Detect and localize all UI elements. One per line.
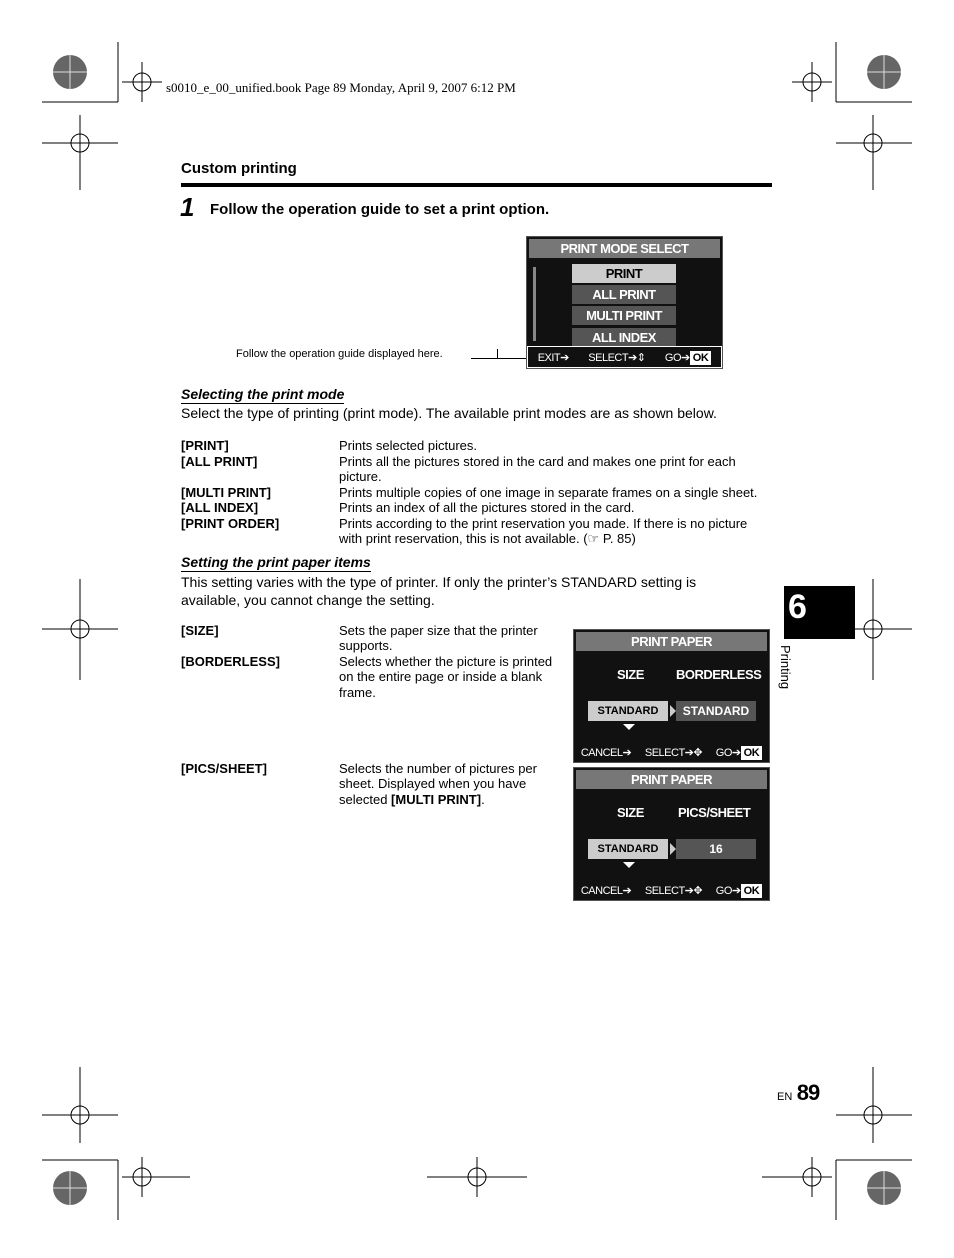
ok-button-icon: OK xyxy=(741,746,763,760)
borderless-label: BORDERLESS xyxy=(676,667,762,682)
term-size: [SIZE] xyxy=(181,623,219,638)
operation-guide xyxy=(574,880,769,900)
term-multi-print: [MULTI PRINT] xyxy=(181,485,272,500)
screen-title: PRINT PAPER xyxy=(576,632,767,651)
desc-size-2: supports. xyxy=(339,638,393,653)
cancel-label: CANCEL xyxy=(580,746,623,759)
dpad-icon: ✥ xyxy=(693,884,703,897)
desc-pics-sheet-2: sheet. Displayed when you have xyxy=(339,776,527,791)
desc-multi-print: Prints multiple copies of one image in separate frames on a single sheet. xyxy=(339,485,758,500)
paper-intro-2: available, you cannot change the setting. xyxy=(181,592,435,608)
operation-guide xyxy=(574,742,769,762)
term-print: [PRINT] xyxy=(181,438,229,453)
term-all-index: [ALL INDEX] xyxy=(181,500,259,515)
arrow-right-icon: ➔ xyxy=(628,351,637,364)
page-lang: EN xyxy=(777,1091,793,1103)
select-label: SELECT xyxy=(644,884,685,897)
chapter-number: 6 xyxy=(788,588,807,626)
size-label: SIZE xyxy=(617,667,644,682)
caption-leader-line xyxy=(471,358,526,359)
mode-option-all-print: ALL PRINT xyxy=(572,285,676,304)
triangle-down-icon xyxy=(623,724,635,730)
arrow-right-icon: ➔ xyxy=(622,884,632,897)
desc-print-order: Prints according to the print reservation you made. If there is no picture xyxy=(339,516,748,531)
term-pics-sheet: [PICS/SHEET] xyxy=(181,761,267,776)
desc-borderless-1: Selects whether the picture is printed xyxy=(339,654,553,669)
desc-all-print-2: picture. xyxy=(339,469,382,484)
scroll-bar xyxy=(533,267,536,341)
screen-title: PRINT MODE SELECT xyxy=(529,239,720,258)
chapter-tab xyxy=(784,586,855,639)
pics-sheet-label: PICS/SHEET xyxy=(678,805,751,820)
print-mode-heading: Selecting the print mode xyxy=(181,386,345,402)
mode-option-print: PRINT xyxy=(572,264,676,283)
size-value: STANDARD xyxy=(588,839,668,859)
desc-print: Prints selected pictures. xyxy=(339,438,478,453)
desc-print-order-2: with print reservation, this is not available. (☞ P. 85) xyxy=(339,531,636,546)
caption-leader-tick xyxy=(497,349,498,359)
step-text: Follow the operation guide to set a print option. xyxy=(210,201,550,218)
section-title: Custom printing xyxy=(181,160,297,177)
go-label: GO xyxy=(715,746,732,759)
desc-borderless-3: frame. xyxy=(339,685,376,700)
go-label: GO xyxy=(715,884,732,897)
page-number xyxy=(777,1080,819,1106)
term-borderless: [BORDERLESS] xyxy=(181,654,280,669)
triangle-down-icon xyxy=(623,862,635,868)
print-paper-borderless-screen xyxy=(573,629,770,763)
arrow-right-icon: ➔ xyxy=(684,746,694,759)
arrow-right-icon: ➔ xyxy=(560,351,569,364)
ok-button-icon: OK xyxy=(690,351,712,365)
paper-heading: Setting the print paper items xyxy=(181,554,371,570)
desc-pics-sheet-3 xyxy=(339,792,485,808)
print-mode-intro: Select the type of printing (print mode). The available print modes are as shown below. xyxy=(181,405,717,421)
desc-size-1: Sets the paper size that the printer xyxy=(339,623,538,638)
arrow-right-icon: ➔ xyxy=(681,351,690,364)
desc-pics-sheet-1: Selects the number of pictures per xyxy=(339,761,537,776)
arrow-right-icon: ➔ xyxy=(731,884,741,897)
desc-pics-sheet-text: selected xyxy=(339,792,392,807)
screen-caption: Follow the operation guide displayed here. xyxy=(236,348,443,360)
arrow-right-icon: ➔ xyxy=(684,884,694,897)
exit-label: EXIT xyxy=(537,351,561,364)
arrow-right-icon: ➔ xyxy=(731,746,741,759)
desc-borderless-2: on the entire page or inside a blank xyxy=(339,669,543,684)
section-rule xyxy=(181,183,772,187)
desc-all-index: Prints an index of all the pictures stored in the card. xyxy=(339,500,635,515)
operation-guide xyxy=(527,346,722,368)
desc-pics-sheet-bold: [MULTI PRINT] xyxy=(391,792,482,807)
select-label: SELECT xyxy=(588,351,629,364)
pics-sheet-value: 16 xyxy=(676,839,756,859)
size-value: STANDARD xyxy=(588,701,668,721)
page-number-value: 89 xyxy=(796,1080,820,1105)
mode-option-all-index: ALL INDEX xyxy=(572,328,676,347)
print-mode-select-screen xyxy=(526,236,723,369)
size-label: SIZE xyxy=(617,805,644,820)
term-all-print: [ALL PRINT] xyxy=(181,454,258,469)
paper-intro-1: This setting varies with the type of printer. If only the printer’s STANDARD setting is xyxy=(181,574,697,590)
mode-option-multi-print: MULTI PRINT xyxy=(572,306,676,325)
screen-title: PRINT PAPER xyxy=(576,770,767,789)
ok-button-icon: OK xyxy=(741,884,763,898)
book-header-line: s0010_e_00_unified.book Page 89 Monday, April 9, 2007 6:12 PM xyxy=(166,80,516,95)
updown-icon: ⇕ xyxy=(636,351,646,364)
go-label: GO xyxy=(664,351,682,364)
chapter-label: Printing xyxy=(778,645,793,690)
borderless-value: STANDARD xyxy=(676,701,756,721)
term-print-order: [PRINT ORDER] xyxy=(181,516,280,531)
step-number: 1 xyxy=(180,192,195,222)
select-label: SELECT xyxy=(644,746,685,759)
cancel-label: CANCEL xyxy=(580,884,623,897)
dpad-icon: ✥ xyxy=(693,746,703,759)
desc-pics-sheet-end: . xyxy=(481,792,485,807)
desc-all-print: Prints all the pictures stored in the card and makes one print for each xyxy=(339,454,736,469)
print-paper-pics-sheet-screen xyxy=(573,767,770,901)
arrow-right-icon: ➔ xyxy=(622,746,632,759)
